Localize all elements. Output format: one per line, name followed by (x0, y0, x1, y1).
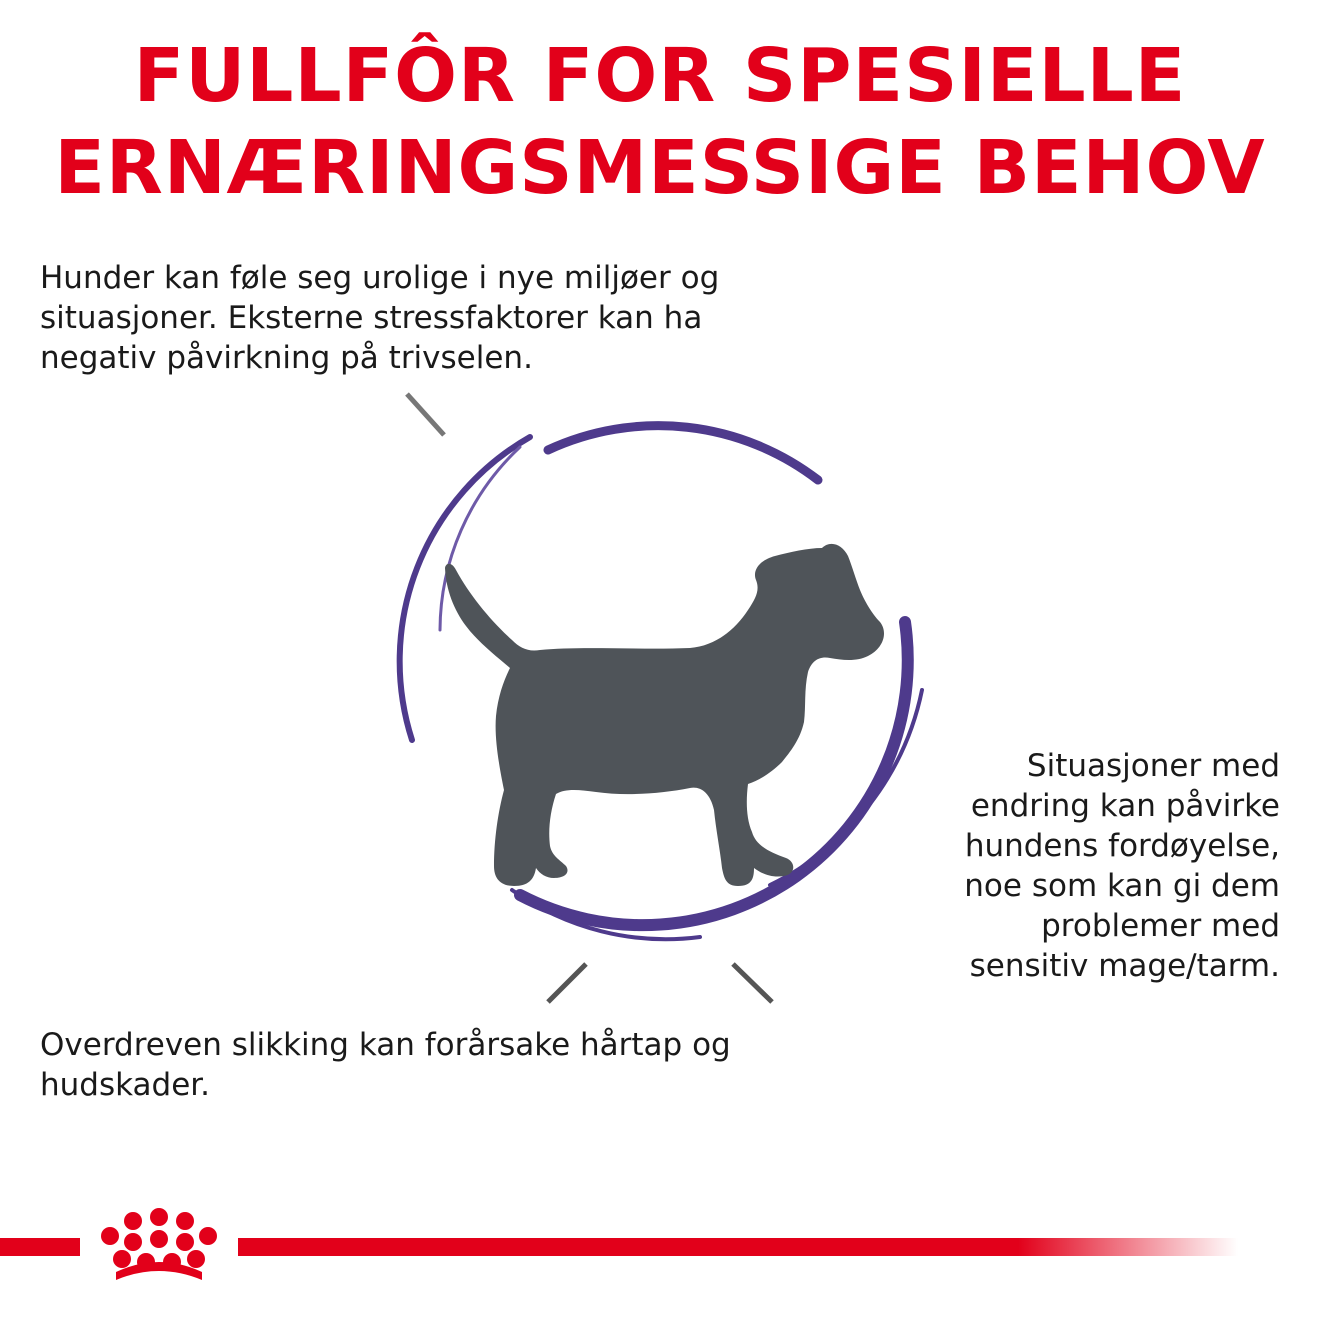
brand-band-left (0, 1238, 80, 1256)
callout-stress: Hunder kan føle seg urolige i nye miljøer og situasjoner. Eksterne stressfaktorer kan ha negativ påvirkning på trivselen. (40, 260, 720, 376)
title-line-2: ERNÆRINGSMESSIGE BEHOV (54, 125, 1266, 211)
title-line-1: FULLFÔR FOR SPESIELLE (133, 33, 1187, 119)
brand-band-right (238, 1238, 1238, 1256)
dog-silhouette-icon (445, 544, 884, 886)
callout-licking: Overdreven slikking kan forårsake hårtap og hudskader. (40, 1027, 731, 1103)
connector-line-bottom-right (733, 964, 1280, 1002)
connector-line-top (40, 394, 444, 435)
callout-digestion-line: problemer med (1041, 908, 1280, 944)
callout-digestion-line: hundens fordøyelse, (964, 828, 1280, 864)
callout-digestion-line: noe som kan gi dem (964, 868, 1280, 904)
callout-digestion-line: sensitiv mage/tarm. (969, 948, 1280, 984)
callout-digestion-line: endring kan påvirke (970, 788, 1280, 824)
callout-digestion-line: Situasjoner med (1026, 748, 1280, 784)
connector-line-bottom-left (40, 964, 586, 1002)
royal-canin-crown-icon (101, 1208, 217, 1280)
